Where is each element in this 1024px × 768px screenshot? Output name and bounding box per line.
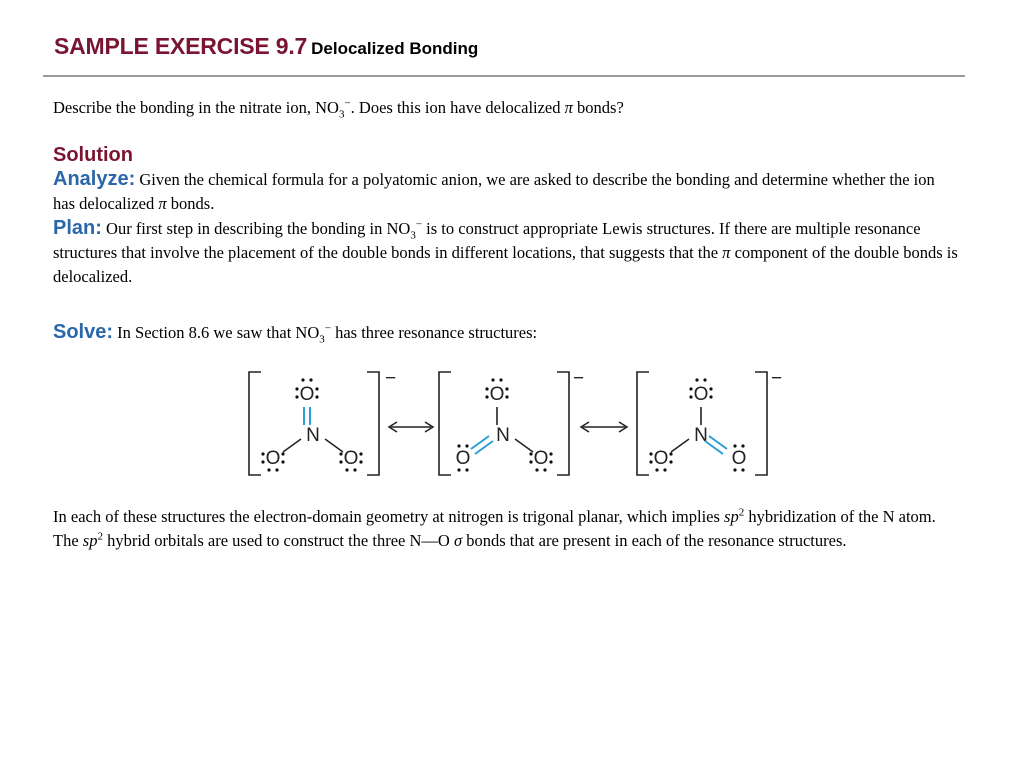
resonance-arrow-2 [581, 422, 627, 432]
svg-text:O: O [455, 448, 471, 469]
plan-label: Plan: [53, 217, 102, 239]
solve-paragraph: Solve: In Section 8.6 we saw that $NO_3^-$ has three resonance structures: [53, 321, 538, 346]
resonance-structure-1 [249, 368, 396, 475]
sigma-symbol: σ [453, 531, 463, 550]
solve-label: Solve: [53, 321, 114, 343]
analyze-label: Analyze: [53, 168, 136, 190]
exercise-number: SAMPLE EXERCISE 9.7 [54, 33, 308, 59]
slide-title [54, 33, 478, 60]
svg-text:O: O [343, 448, 359, 469]
resonance-arrow-1 [389, 422, 433, 432]
analyze-paragraph: Analyze: Given the chemical formula for a polyatomic anion, we are asked to describe the bonding and determine whether the ion has delocalized π bonds. [53, 168, 935, 213]
nitrate-resonance-diagram [235, 362, 795, 486]
svg-text:O: O [265, 448, 281, 469]
pi-symbol: π [564, 98, 573, 117]
solution-heading: Solution [53, 144, 133, 166]
svg-text:N: N [496, 425, 510, 446]
plan-paragraph: Plan: Our first step in describing the bonding in $NO_3^-$ is to construct appropriate Lewis structures. If there are multiple resonance structures that involve the placement of the double bonds in different locations, that suggests that the π component of the double bonds is delocalized. [53, 217, 958, 286]
svg-text:N: N [694, 425, 708, 446]
svg-text:O: O [299, 384, 315, 405]
exercise-topic: Delocalized Bonding [311, 39, 479, 58]
resonance-structure-2 [439, 368, 584, 475]
charge-label: − [573, 368, 585, 389]
solution-block [53, 143, 958, 289]
conclusion-paragraph: In each of these structures the electron-domain geometry at nitrogen is trigonal planar, which implies $sp^2$ hybridization of the N atom. The $sp^2$ hybrid orbitals are used to construct the three N—O σ bonds that are present in each of the resonance structures. [53, 506, 936, 550]
svg-text:O: O [731, 448, 747, 469]
question-text: Describe the bonding in the nitrate ion, $NO_3^-$. Does this ion have delocalized π bonds? [53, 97, 624, 121]
svg-text:O: O [653, 448, 669, 469]
svg-text:O: O [533, 448, 549, 469]
resonance-structure-3 [637, 368, 782, 475]
charge-label: − [385, 368, 397, 389]
charge-label: − [771, 368, 783, 389]
svg-text:O: O [693, 384, 709, 405]
svg-text:N: N [306, 425, 320, 446]
svg-text:O: O [489, 384, 505, 405]
title-divider [43, 75, 965, 77]
